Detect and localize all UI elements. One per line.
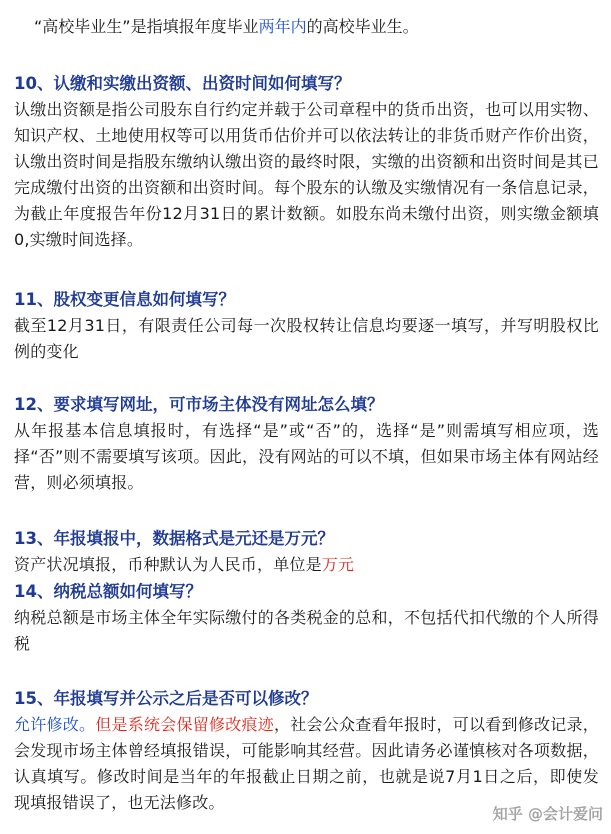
section-q12 [14,392,599,496]
q10-body: 认缴出资额是指公司股东自行约定并载于公司章程中的货币出资，也可以用实物、知识产权、土地使用权等可以用货币估价并可以依法转让的非货币财产作价出资，认缴出资时间是指股东缴纳认缴出资的最终时限，实缴的出资额和出资时间是其已完成缴付出资的出资额和出资时间。每个股东的认缴及实缴情况有一条信息记录，为截止年度报告年份12月31日的累计数额。如股东尚未缴付出资，则实缴金额填0,实缴时间选择。 [14,100,599,249]
q14-body: 纳税总额是市场主体全年实际缴付的各类税金的总和，不包括代扣代缴的个人所得税 [14,608,599,653]
q15-body [14,712,599,816]
zhihu-watermark [493,803,603,824]
intro-highlight: 两年内 [258,17,307,36]
watermark-text: 知乎 @会计爱问 [492,805,603,823]
q13-body-prefix: 资产状况填报，币种默认为人民币，单位是 [14,555,322,574]
section-q10 [14,71,599,253]
q15-body-rest: ，社会公众查看年报时，可以看到修改记录，会发现市场主体曾经填报错误，可能影响其经营。因此请务必谨慎核对各项数据，认真填写。修改时间是当年的年报截止日期之前，也就是说7月1日之后，即使发现填报错误了，也无法修改。 [14,715,599,812]
section-q14 [14,579,599,657]
q13-body [14,552,599,578]
q12-heading: 12、要求填写网址，可市场主体没有网址怎么填？ [14,395,384,414]
intro-text-part2: 的高校毕业生。 [306,17,419,36]
q12-body: 从年报基本信息填报时，有选择“是”或“否”的，选择“是”则需填写相应项，选择“否”则不需要填写该项。因此，没有网站的可以不填，但如果市场主体有网站经营，则必须填报。 [14,421,599,492]
q15-heading: 15、年报填写并公示之后是否可以修改？ [14,689,318,708]
intro-text-part1: “高校毕业生”是指填报年度毕业 [34,17,259,36]
section-q11 [14,287,599,365]
q15-body-warning: 但是系统会保留修改痕迹 [95,715,275,734]
q11-body: 截至12月31日，有限责任公司每一次股权转让信息均要逐一填写，并写明股权比例的变化 [14,316,599,361]
section-q13 [14,526,599,578]
q13-heading: 13、年报填报中，数据格式是元还是万元？ [14,529,334,548]
q14-heading: 14、纳税总额如何填写？ [14,582,202,601]
q10-heading: 10、认缴和实缴出资额、出资时间如何填写？ [14,74,351,93]
q11-heading: 11、股权变更信息如何填写？ [14,290,235,309]
section-q15 [14,686,599,816]
intro-paragraph [34,14,419,40]
q15-body-allowed: 允许修改。 [14,715,96,734]
q13-body-highlight: 万元 [321,555,355,574]
